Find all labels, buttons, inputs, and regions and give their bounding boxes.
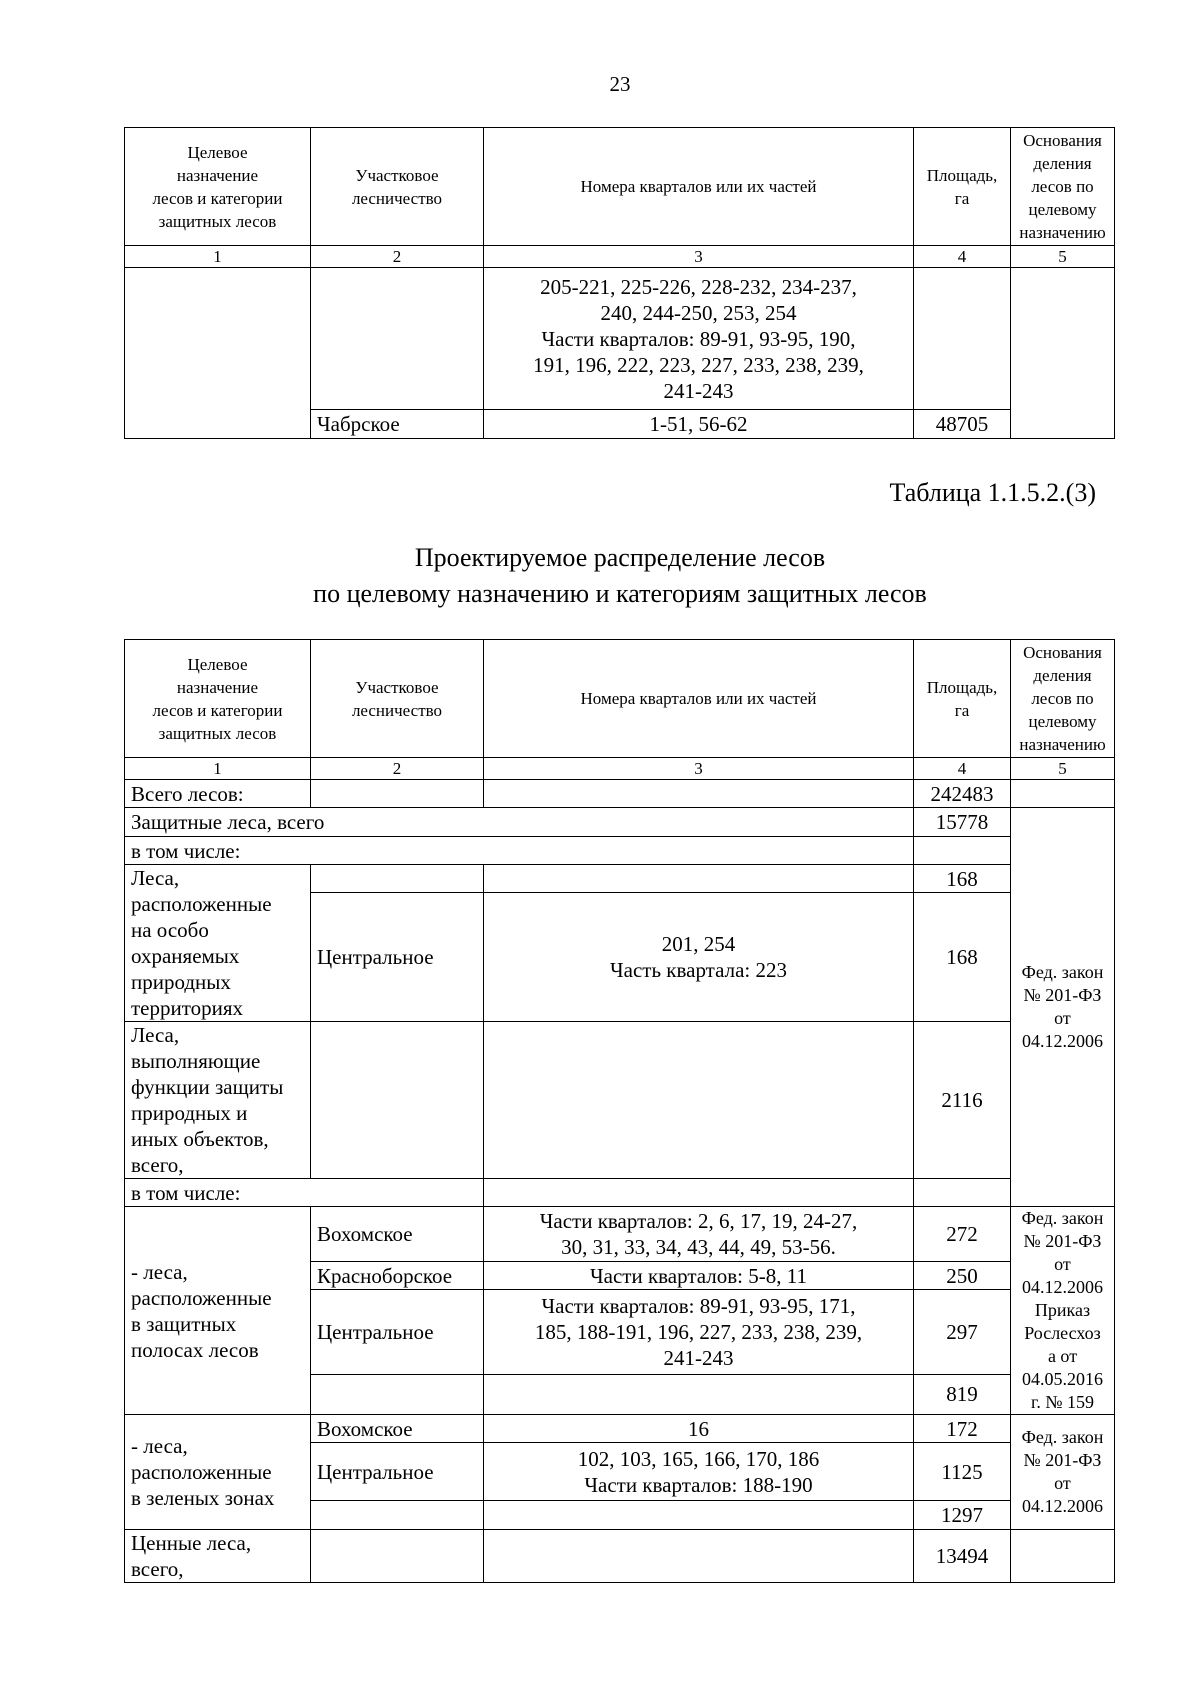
table-row [125,837,1115,865]
empty-cell [311,1501,484,1530]
table-title: Проектируемое распределение лесов [414,543,826,572]
header-purpose: Целевое назначение лесов и категории защитных лесов [125,640,311,758]
header-quarters: Номера кварталов или их частей [484,128,914,246]
empty-cell [484,1530,914,1583]
empty-cell [1011,268,1115,439]
category-label: - леса, расположенные в зеленых зонах [125,1415,311,1530]
basis-cell: Фед. закон № 201-ФЗ от 04.12.2006 [1011,1415,1115,1530]
empty-cell [484,865,914,893]
empty-cell [914,1179,1011,1207]
empty-cell [1011,1530,1115,1583]
table-row [125,780,1115,808]
header-row [125,640,1115,758]
table-row [125,1530,1115,1583]
quarters-cell: 201, 254 Часть квартала: 223 [484,893,914,1022]
empty-cell [125,268,311,439]
empty-cell [914,268,1011,410]
forest-distribution-table [124,639,1115,1583]
area-cell: 242483 [914,780,1011,808]
forestry-cell: Центральное [311,893,484,1022]
empty-cell [311,865,484,893]
empty-cell [484,780,914,808]
column-number: 4 [914,758,1011,780]
empty-cell [1011,780,1115,808]
column-number-row [125,246,1115,268]
table-row [125,1022,1115,1179]
column-number: 3 [484,758,914,780]
table-title: по целевому назначению и категориям защитных лесов [313,579,927,608]
area-cell: 1297 [914,1501,1011,1530]
forestry-cell: Вохомское [311,1207,484,1262]
category-label: в том числе: [125,837,914,865]
table-row [125,808,1115,837]
area-cell: 272 [914,1207,1011,1262]
forestry-cell: Красноборское [311,1262,484,1290]
area-cell: 168 [914,865,1011,893]
quarters-cell: Части кварталов: 5-8, 11 [484,1262,914,1290]
column-number: 1 [125,758,311,780]
empty-cell [311,268,484,410]
forestry-cell: Вохомское [311,1415,484,1443]
column-number: 2 [311,758,484,780]
area-cell: 15778 [914,808,1011,837]
header-quarters: Номера кварталов или их частей [484,640,914,758]
table-row [125,1179,1115,1207]
empty-cell [484,1374,914,1414]
table-row [125,268,1115,410]
area-cell: 2116 [914,1022,1011,1179]
category-label: Ценные леса, всего, [125,1530,311,1583]
category-label: Леса, выполняющие функции защиты природных и иных объектов, всего, [125,1022,311,1179]
header-purpose: Целевое назначение лесов и категории защитных лесов [125,128,311,246]
table-row [125,1415,1115,1443]
page-number: 23 [609,72,631,96]
empty-cell [311,1530,484,1583]
empty-cell [311,1022,484,1179]
area-cell: 172 [914,1415,1011,1443]
quarters-cell: Части кварталов: 89-91, 93-95, 171, 185, 188-191, 196, 227, 233, 238, 239, 241-243 [484,1290,914,1374]
forestry-cell: Центральное [311,1443,484,1501]
category-label: Леса, расположенные на особо охраняемых природных территориях [125,865,311,1022]
table-row [125,1207,1115,1262]
header-basis: Основания деления лесов по целевому назначению [1011,128,1115,246]
table-number: Таблица 1.1.5.2.(3) [889,478,1096,507]
empty-cell [311,780,484,808]
empty-cell [311,1374,484,1414]
column-number: 3 [484,246,914,268]
header-forestry: Участковое лесничество [311,640,484,758]
header-area: Площадь, га [914,640,1011,758]
basis-cell: Фед. закон № 201-ФЗ от 04.12.2006 Приказ Рослесхоз а от 04.05.2016 г. № 159 [1011,1207,1115,1415]
quarters-cell: 16 [484,1415,914,1443]
continuation-table [124,127,1115,439]
category-label: Всего лесов: [125,780,311,808]
area-cell: 13494 [914,1530,1011,1583]
area-cell: 1125 [914,1443,1011,1501]
category-label: Защитные леса, всего [125,808,914,837]
table-row [125,865,1115,893]
area-cell: 250 [914,1262,1011,1290]
column-number: 5 [1011,758,1115,780]
area-cell: 819 [914,1374,1011,1414]
column-number: 1 [125,246,311,268]
basis-cell: Фед. закон № 201-ФЗ от 04.12.2006 [1011,808,1115,1207]
header-row [125,128,1115,246]
category-label: в том числе: [125,1179,484,1207]
quarters-cell: 102, 103, 165, 166, 170, 186 Части кварталов: 188-190 [484,1443,914,1501]
forestry-cell: Центральное [311,1290,484,1374]
quarters-cell: Части кварталов: 2, 6, 17, 19, 24-27, 30, 31, 33, 34, 43, 44, 49, 53-56. [484,1207,914,1262]
area-cell: 48705 [914,410,1011,439]
header-forestry: Участковое лесничество [311,128,484,246]
column-number-row [125,758,1115,780]
column-number: 2 [311,246,484,268]
empty-cell [914,837,1011,865]
quarters-cell: 205-221, 225-226, 228-232, 234-237, 240, 244-250, 253, 254 Части кварталов: 89-91, 93-95, 190, 191, 196, 222, 223, 227, 233, 238, 239, 241-243 [484,268,914,410]
column-number: 5 [1011,246,1115,268]
category-label: - леса, расположенные в защитных полосах лесов [125,1207,311,1415]
area-cell: 297 [914,1290,1011,1374]
area-cell: 168 [914,893,1011,1022]
empty-cell [484,1022,914,1179]
header-area: Площадь, га [914,128,1011,246]
empty-cell [484,1501,914,1530]
forestry-cell: Чабрское [311,410,484,439]
quarters-cell: 1-51, 56-62 [484,410,914,439]
header-basis: Основания деления лесов по целевому назначению [1011,640,1115,758]
column-number: 4 [914,246,1011,268]
empty-cell [484,1179,914,1207]
